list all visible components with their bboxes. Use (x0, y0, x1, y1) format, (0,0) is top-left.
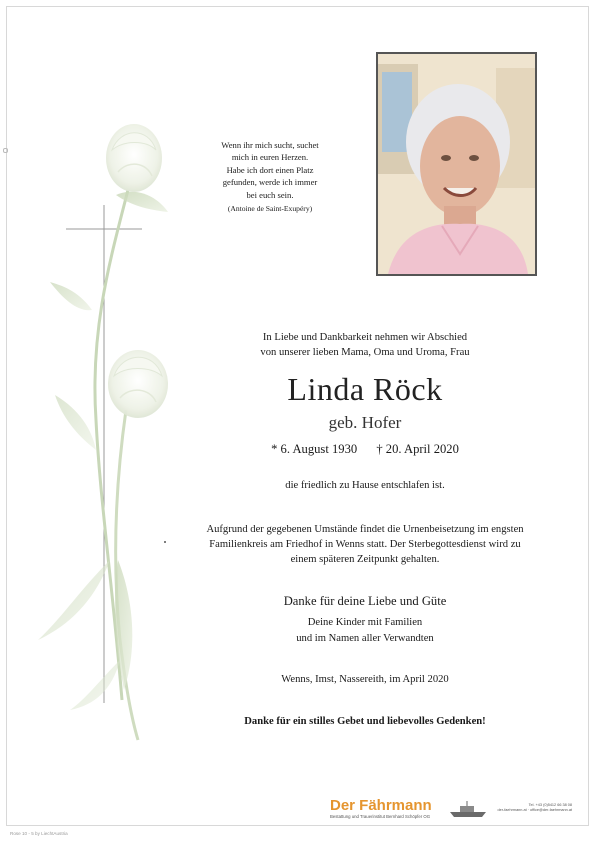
quote-line: Habe ich dort einen Platz (226, 164, 314, 175)
intro-line: In Liebe und Dankbarkeit nehmen wir Abschied (262, 332, 468, 343)
place-date: Wenns, Imst, Nassereith, im April 2020 (281, 674, 449, 685)
contact-line: der-faehrmann.at · office@der-faehrmann.at (497, 808, 572, 813)
passing-text: die friedlich zu Hause entschlafen ist. (285, 480, 445, 491)
deceased-name: Linda Röck (287, 371, 443, 407)
mourners-line: und im Namen aller Verwandten (296, 633, 434, 644)
funeral-home-contact (488, 803, 572, 814)
quote-author: (Antoine de Saint-Exupéry) (227, 204, 313, 214)
mourners (160, 615, 570, 647)
mourners-line: Deine Kinder mit Familien (307, 617, 423, 628)
quote-line: Wenn ihr mich sucht, suchet (221, 140, 319, 150)
leaf (55, 395, 96, 450)
portrait-photo (376, 52, 537, 276)
funeral-home-subtitle: Bestattung und Trauerinstitut Bernhard Schöpfer OG (330, 814, 431, 819)
rose-upper (106, 124, 162, 192)
image-credit: Rose 10 - 5 by LiechtAustria (10, 831, 68, 836)
ferry-icon (448, 800, 488, 818)
contact-line: Tel. +43 (0)5412 66 38 08 (528, 803, 572, 807)
leaf (115, 560, 132, 690)
quote-line: mich in euren Herzen. (231, 152, 309, 163)
info-line: Familienkreis am Friedhof in Wenns statt. Der Sterbegottesdienst wird zu (209, 539, 521, 550)
closing-line: Danke für ein stilles Gebet und liebevolles Gedenken! (244, 716, 486, 727)
info-line: einem späteren Zeitpunkt gehalten. (290, 554, 440, 565)
life-dates (160, 442, 570, 457)
thanks-heading: Danke für deine Liebe und Güte (283, 594, 447, 608)
death-date: † 20. April 2020 (376, 442, 459, 456)
quote-block (195, 139, 345, 215)
leaf (50, 282, 92, 310)
intro-line: von unserer lieben Mama, Oma und Uroma, Frau (260, 346, 470, 358)
maiden-name: geb. Hofer (328, 413, 402, 432)
quote-line: bei euch sein. (246, 189, 294, 200)
dot-mark (164, 541, 166, 543)
leaf (38, 560, 110, 640)
info-line: Aufgrund der gegebenen Umstände findet die Urnenbeisetzung im engsten (206, 524, 524, 535)
intro-text (160, 331, 570, 360)
quote-line: gefunden, werde ich immer (222, 177, 318, 188)
rose-lower (108, 350, 168, 418)
funeral-home-logo: Der Fährmann (330, 797, 432, 814)
birth-date: * 6. August 1930 (271, 442, 358, 456)
leaf (70, 660, 120, 710)
funeral-info (160, 522, 570, 567)
